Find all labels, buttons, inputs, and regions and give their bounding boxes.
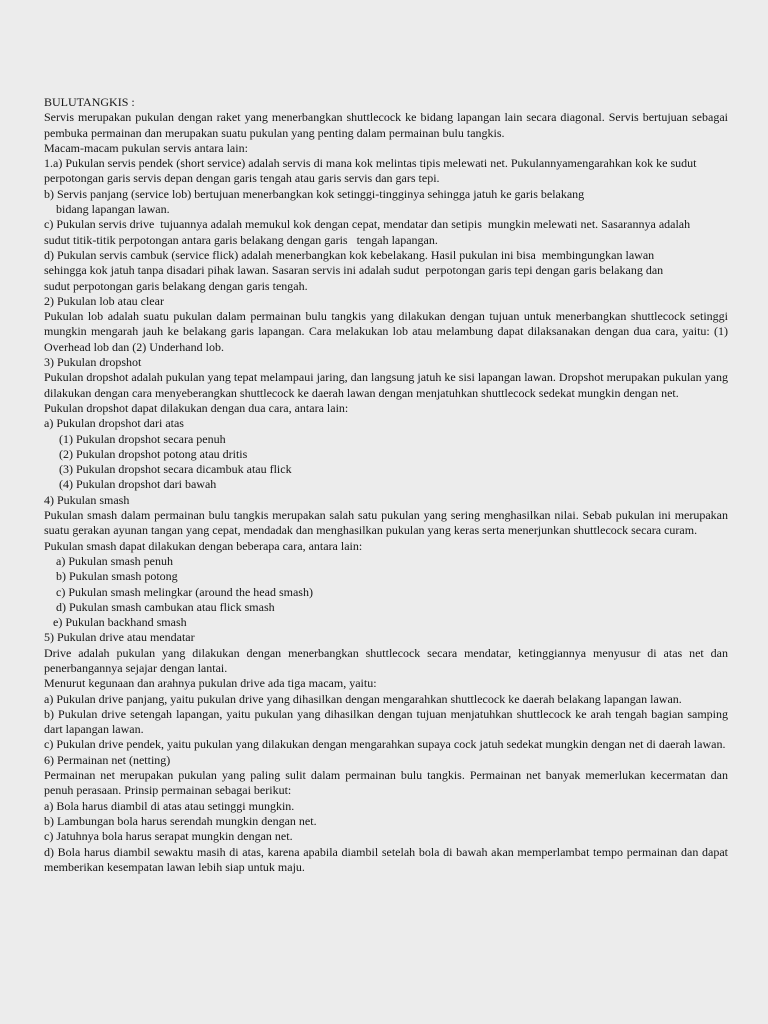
- servis-c-line-1: c) Pukulan servis drive tujuannya adalah memukul kok dengan cepat, mendatar dan setipis mungkin melewati net. Sasarannya adalah: [44, 217, 691, 232]
- drive-c: c) Pukulan drive pendek, yaitu pukulan yang dilakukan dengan mengarahkan supaya cock jatuh sedekat mungkin dengan net di daerah lawan.: [44, 737, 726, 752]
- dropshot-item: (1) Pukulan dropshot secara penuh: [59, 431, 226, 446]
- drive-types: Menurut kegunaan dan arahnya pukulan drive ada tiga macam, yaitu:: [44, 676, 377, 691]
- dropshot-item: (4) Pukulan dropshot dari bawah: [59, 477, 217, 492]
- servis-c-line-2: sudut titik-titik perpotongan antara garis belakang dengan garis tengah lapangan.: [44, 232, 438, 247]
- servis-b-line-2: bidang lapangan lawan.: [44, 202, 170, 217]
- document-title: BULUTANGKIS :: [44, 95, 135, 109]
- servis-a-line-1: 1.a) Pukulan servis pendek (short service) adalah servis di mana kok melintas tipis melewati net. Pukulannyamengarahkan kok ke sudut: [44, 156, 697, 171]
- drive-heading: 5) Pukulan drive atau mendatar: [44, 630, 195, 645]
- smash-item: c) Pukulan smash melingkar (around the head smash): [56, 584, 313, 599]
- smash-heading: 4) Pukulan smash: [44, 492, 130, 507]
- net-b: b) Lambungan bola harus serendah mungkin dengan net.: [44, 813, 317, 828]
- smash-ways: Pukulan smash dapat dilakukan dengan beberapa cara, antara lain:: [44, 538, 363, 553]
- dropshot-ways: Pukulan dropshot dapat dilakukan dengan dua cara, antara lain:: [44, 400, 349, 415]
- smash-item: d) Pukulan smash cambukan atau flick smash: [56, 599, 275, 614]
- smash-item: a) Pukulan smash penuh: [56, 553, 173, 568]
- drive-a: a) Pukulan drive panjang, yaitu pukulan drive yang dihasilkan dengan mengarahkan shuttlecock ke daerah belakang lapangan lawan.: [44, 691, 682, 706]
- net-d: d) Bola harus diambil sewaktu masih di atas, karena apabila diambil setelah bola di bawah akan memperlambat tempo permainan dan dapat memberikan kesempatan lawan lebih siap untuk maju.: [44, 844, 728, 874]
- lob-paragraph: Pukulan lob adalah suatu pukulan dalam permainan bulu tangkis yang dilakukan dengan tujuan untuk menerbangkan shuttlecock setinggi mungkin mengarah jauh ke belakang garis lapangan. Cara melakukan lob atau melambung dapat dilaksanakan dengan dua cara, yaitu: (1) Overhead lob dan (2) Underhand lob.: [44, 309, 728, 354]
- net-paragraph: Permainan net merupakan pukulan yang paling sulit dalam permainan bulu tangkis. Permainan net banyak memerlukan kecermatan dan penuh perasaan. Prinsip permainan sebagai berikut:: [44, 768, 728, 798]
- dropshot-item: (3) Pukulan dropshot secara dicambuk atau flick: [59, 462, 292, 477]
- net-c: c) Jatuhnya bola harus serapat mungkin dengan net.: [44, 829, 293, 844]
- smash-paragraph: Pukulan smash dalam permainan bulu tangkis merupakan salah satu pukulan yang sering menghasilkan nilai. Sebab pukulan ini merupakan suatu gerakan ayunan tangan yang cepat, mendadak dan menghasilkan pukulan yang keras serta menerjunkan shuttlecock secara curam.: [44, 508, 728, 538]
- smash-item-e: e) Pukulan backhand smash: [53, 615, 187, 630]
- dropshot-heading: 3) Pukulan dropshot: [44, 355, 142, 370]
- servis-d-line-1: d) Pukulan servis cambuk (service flick) adalah menerbangkan kok kebelakang. Hasil pukulan ini bisa membingungkan lawan: [44, 247, 655, 262]
- drive-paragraph: Drive adalah pukulan yang dilakukan dengan menerbangkan shuttlecock secara mendatar, ketinggiannya menyusur di atas net dan penerbangannya sejajar dengan lantai.: [44, 645, 728, 675]
- smash-item: b) Pukulan smash potong: [56, 569, 178, 584]
- lob-heading: 2) Pukulan lob atau clear: [44, 293, 164, 308]
- dropshot-a: a) Pukulan dropshot dari atas: [44, 416, 184, 431]
- drive-b: b) Pukulan drive setengah lapangan, yaitu pukulan yang dihasilkan dengan tujuan menjatuhkan shuttlecock ke arah tengah bagian samping dart lapangan lawan.: [44, 706, 728, 737]
- document-body: [44, 95, 728, 875]
- dropshot-paragraph: Pukulan dropshot adalah pukulan yang tepat melampaui jaring, dan langsung jatuh ke sisi lapangan lawan. Dropshot merupakan pukulan yang dilakukan dengan cara menyeberangkan shuttlecock ke daerah lawan dengan menjatuhkan shuttlecock sedekat mungkin dengan net.: [44, 370, 728, 400]
- servis-heading: Macam-macam pukulan servis antara lain:: [44, 140, 248, 155]
- intro-paragraph: Servis merupakan pukulan dengan raket yang menerbangkan shuttlecock ke bidang lapangan lain secara diagonal. Servis bertujuan sebagai pembuka permainan dan merupakan suatu pukulan yang penting dalam permainan bulu tangkis.: [44, 110, 728, 140]
- servis-b-line-1: b) Servis panjang (service lob) bertujuan menerbangkan kok setinggi-tingginya sehingga jatuh ke garis belakang: [44, 186, 585, 201]
- servis-a-line-2: perpotongan garis servis depan dengan garis tengah atau garis servis dan gars tepi.: [44, 171, 440, 186]
- servis-d-line-3: sudut perpotongan garis belakang dengan garis tengah.: [44, 278, 308, 293]
- net-heading: 6) Permainan net (netting): [44, 752, 171, 767]
- servis-d-line-2: sehingga kok jatuh tanpa disadari pihak lawan. Sasaran servis ini adalah sudut perpotongan garis tepi dengan garis belakang dan: [44, 263, 664, 278]
- net-a: a) Bola harus diambil di atas atau setinggi mungkin.: [44, 798, 295, 813]
- dropshot-item: (2) Pukulan dropshot potong atau dritis: [59, 446, 248, 461]
